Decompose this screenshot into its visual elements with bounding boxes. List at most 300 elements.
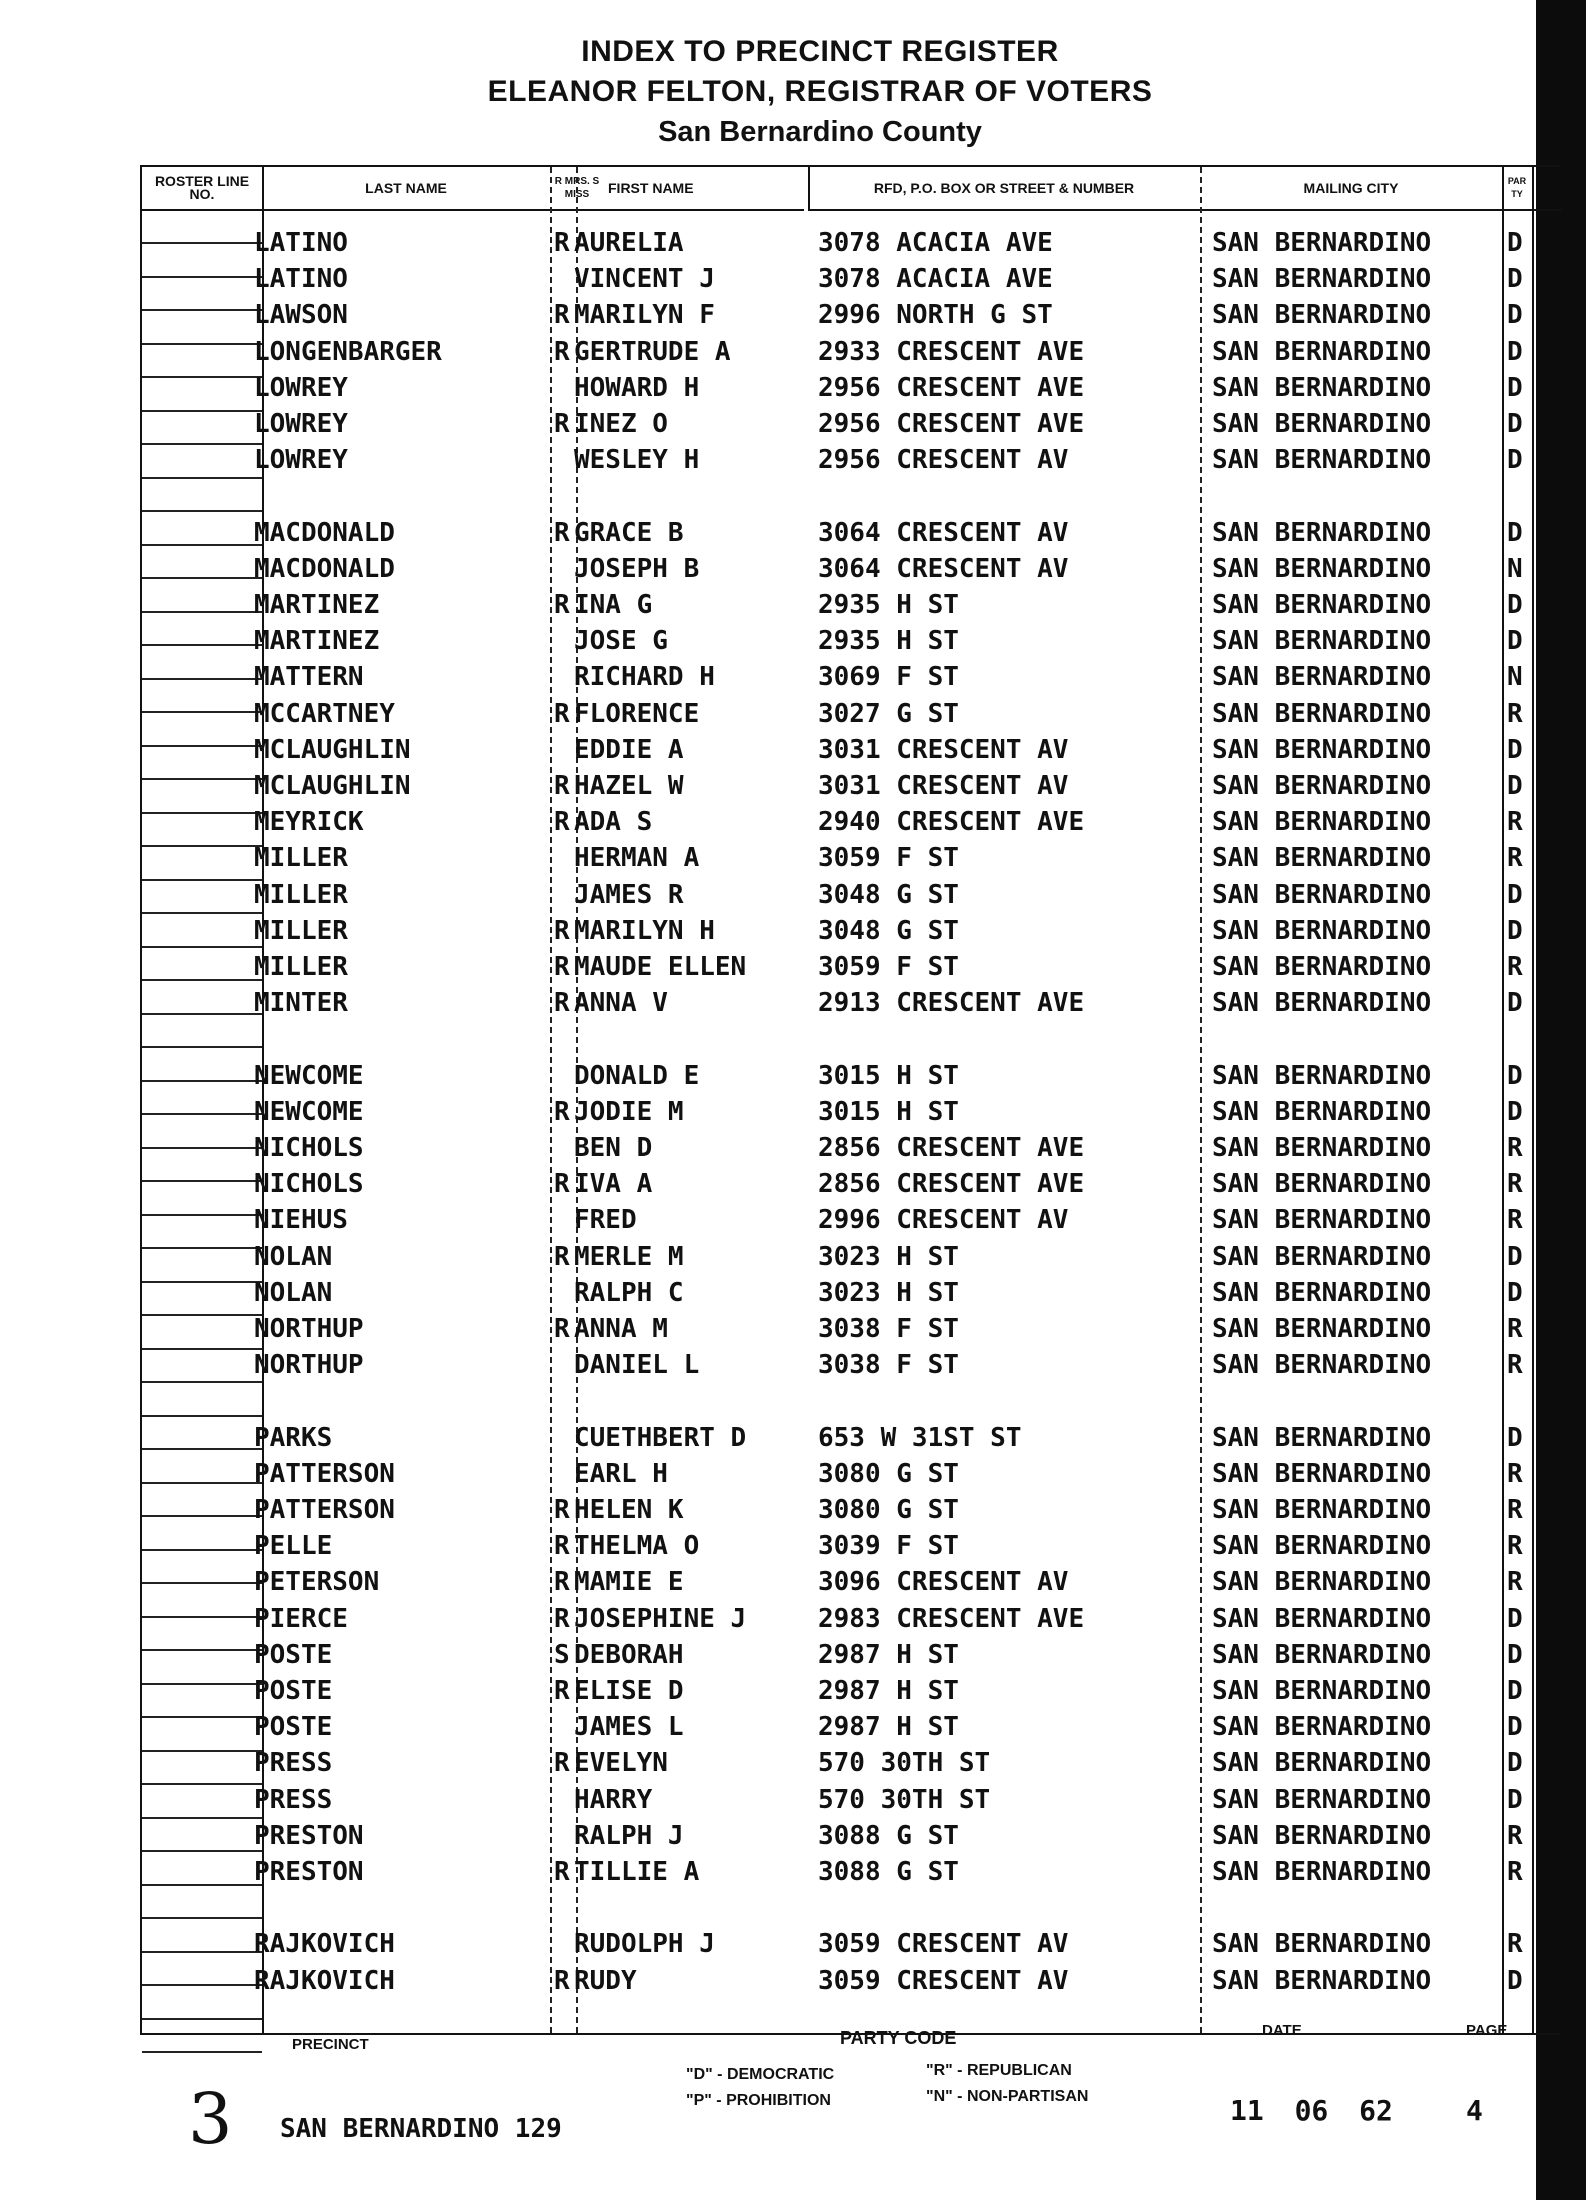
last-name: LAWSON	[254, 300, 348, 331]
mailing-city: SAN BERNARDINO	[1212, 1531, 1432, 1562]
party-code: D	[1507, 409, 1523, 439]
party-code: D	[1507, 1712, 1523, 1743]
title-code: R	[554, 771, 570, 801]
first-name: GRACE B	[574, 517, 684, 548]
last-name: MILLER	[254, 952, 348, 982]
first-name: VINCENT J	[574, 264, 715, 295]
title-code: R	[554, 1748, 570, 1779]
table-row	[142, 1456, 1562, 1492]
first-name: FRED	[574, 1205, 637, 1236]
party-code: R	[1507, 1567, 1523, 1598]
table-row	[142, 1311, 1562, 1347]
table-row	[142, 1673, 1562, 1709]
first-name: JAMES L	[574, 1712, 684, 1743]
table-row	[142, 1094, 1562, 1130]
last-name: PRESS	[254, 1784, 333, 1815]
first-name: DONALD E	[574, 1060, 700, 1091]
mailing-city: SAN BERNARDINO	[1212, 1748, 1432, 1779]
address: 3015 H ST	[818, 1096, 959, 1127]
table-row	[142, 551, 1562, 587]
mailing-city: SAN BERNARDINO	[1212, 915, 1432, 946]
table-row	[142, 1528, 1562, 1564]
mailing-city: SAN BERNARDINO	[1212, 988, 1432, 1019]
page-header	[0, 32, 1586, 152]
title-code: R	[554, 1096, 570, 1127]
last-name: PRESTON	[254, 1857, 364, 1887]
title-code: R	[554, 988, 570, 1019]
party-code: R	[1507, 1531, 1523, 1562]
page-title: INDEX TO PRECINCT REGISTER	[581, 35, 1059, 68]
party-code: D	[1507, 300, 1523, 331]
address: 2913 CRESCENT AVE	[818, 988, 1085, 1019]
last-name: PELLE	[254, 1531, 333, 1562]
header-first-name: FIRST NAME	[604, 167, 804, 211]
title-code: R	[554, 1169, 570, 1200]
first-name: BEN D	[574, 1133, 653, 1163]
address: 3088 G ST	[818, 1820, 959, 1851]
party-code: D	[1507, 1639, 1523, 1670]
table-row	[142, 1058, 1562, 1094]
address: 2956 CRESCENT AV	[818, 445, 1069, 476]
table-row	[142, 1890, 1562, 1926]
table-row	[142, 1130, 1562, 1166]
last-name: MARTINEZ	[254, 626, 380, 657]
date-value: 11 06 62	[1230, 2094, 1393, 2127]
party-code: R	[1507, 1495, 1523, 1525]
last-name: POSTE	[254, 1712, 333, 1743]
title-code: R	[554, 1965, 570, 1996]
mailing-city: SAN BERNARDINO	[1212, 1314, 1432, 1344]
title-code: R	[554, 1241, 570, 1272]
address: 3059 CRESCENT AV	[818, 1929, 1069, 1960]
mailing-city: SAN BERNARDINO	[1212, 1422, 1432, 1453]
party-code: D	[1507, 1784, 1523, 1815]
party-code: R	[1507, 1458, 1523, 1489]
mailing-city: SAN BERNARDINO	[1212, 734, 1432, 765]
address: 2933 CRESCENT AVE	[818, 336, 1085, 367]
address: 3064 CRESCENT AV	[818, 517, 1069, 548]
address: 2856 CRESCENT AVE	[818, 1133, 1085, 1163]
address: 3080 G ST	[818, 1458, 959, 1489]
first-name: HOWARD H	[574, 372, 700, 403]
mailing-city: SAN BERNARDINO	[1212, 1205, 1432, 1236]
address: 2956 CRESCENT AVE	[818, 372, 1085, 403]
registrar-line: ELEANOR FELTON, REGISTRAR OF VOTERS	[487, 75, 1153, 108]
precinct-number: 3	[188, 2078, 233, 2160]
table-row	[142, 1782, 1562, 1818]
party-code: D	[1507, 626, 1523, 657]
address: 3059 F ST	[818, 843, 959, 874]
party-code: D	[1507, 1965, 1523, 1996]
last-name: MILLER	[254, 843, 348, 874]
table-row	[142, 225, 1562, 261]
title-code: R	[554, 409, 570, 439]
mailing-city: SAN BERNARDINO	[1212, 1060, 1432, 1091]
mailing-city: SAN BERNARDINO	[1212, 1350, 1432, 1381]
party-code: D	[1507, 1422, 1523, 1453]
address: 2983 CRESCENT AVE	[818, 1603, 1085, 1634]
code-democratic: "D" - DEMOCRATIC	[686, 2066, 835, 2083]
last-name: NEWCOME	[254, 1060, 364, 1091]
last-name: MILLER	[254, 915, 348, 946]
table-row	[142, 985, 1562, 1021]
title-code: R	[554, 336, 570, 367]
address: 2996 NORTH G ST	[818, 300, 1053, 331]
last-name: LOWREY	[254, 372, 348, 403]
last-name: LATINO	[254, 264, 348, 295]
header-address: RFD, P.O. BOX OR STREET & NUMBER	[808, 167, 1200, 211]
last-name: MATTERN	[254, 662, 364, 693]
first-name: INA G	[574, 590, 653, 620]
mailing-city: SAN BERNARDINO	[1212, 807, 1432, 838]
mailing-city: SAN BERNARDINO	[1212, 771, 1432, 801]
first-name: DANIEL L	[574, 1350, 700, 1381]
first-name: ADA S	[574, 807, 653, 838]
header-spacer	[1532, 167, 1562, 211]
first-name: EDDIE A	[574, 734, 684, 765]
table-row	[142, 515, 1562, 551]
first-name: HARRY	[574, 1784, 653, 1815]
mailing-city: SAN BERNARDINO	[1212, 1277, 1432, 1308]
last-name: NOLAN	[254, 1241, 333, 1272]
page-label: PAGE	[1466, 2022, 1508, 2039]
table-row	[142, 1963, 1562, 1999]
party-code: D	[1507, 734, 1523, 765]
party-code: D	[1507, 879, 1523, 910]
last-name: MACDONALD	[254, 553, 395, 584]
first-name: MERLE M	[574, 1241, 684, 1272]
first-name: GERTRUDE A	[574, 336, 731, 367]
party-code: D	[1507, 264, 1523, 295]
mailing-city: SAN BERNARDINO	[1212, 698, 1432, 729]
last-name: RAJKOVICH	[254, 1929, 395, 1960]
last-name: MCLAUGHLIN	[254, 771, 411, 801]
mailing-city: SAN BERNARDINO	[1212, 590, 1432, 620]
table-row	[142, 840, 1562, 876]
mailing-city: SAN BERNARDINO	[1212, 264, 1432, 295]
precinct-name: SAN BERNARDINO 129	[280, 2114, 562, 2144]
table-row	[142, 406, 1562, 442]
address: 3078 ACACIA AVE	[818, 228, 1053, 258]
table-row	[142, 442, 1562, 478]
mailing-city: SAN BERNARDINO	[1212, 952, 1432, 982]
header-last-name: LAST NAME	[262, 167, 550, 211]
party-code: D	[1507, 372, 1523, 403]
last-name: LONGENBARGER	[254, 336, 442, 367]
mailing-city: SAN BERNARDINO	[1212, 1567, 1432, 1598]
table-row	[142, 1564, 1562, 1600]
last-name: POSTE	[254, 1639, 333, 1670]
title-code: R	[554, 228, 570, 258]
first-name: JOSEPH B	[574, 553, 700, 584]
party-code: R	[1507, 1857, 1523, 1887]
table-row	[142, 623, 1562, 659]
table-row	[142, 1383, 1562, 1419]
last-name: PRESS	[254, 1748, 333, 1779]
mailing-city: SAN BERNARDINO	[1212, 372, 1432, 403]
mailing-city: SAN BERNARDINO	[1212, 879, 1432, 910]
party-code: R	[1507, 1205, 1523, 1236]
first-name: RUDOLPH J	[574, 1929, 715, 1960]
mailing-city: SAN BERNARDINO	[1212, 662, 1432, 693]
table-row	[142, 659, 1562, 695]
first-name: RALPH J	[574, 1820, 684, 1851]
first-name: JODIE M	[574, 1096, 684, 1127]
table-row	[142, 1420, 1562, 1456]
party-code: R	[1507, 1820, 1523, 1851]
first-name: RALPH C	[574, 1277, 684, 1308]
code-prohibition: "P" - PROHIBITION	[686, 2092, 831, 2109]
last-name: NORTHUP	[254, 1314, 364, 1344]
title-code: R	[554, 590, 570, 620]
party-code: D	[1507, 1277, 1523, 1308]
first-name: IVA A	[574, 1169, 653, 1200]
title-code: S	[554, 1639, 570, 1670]
last-name: MCLAUGHLIN	[254, 734, 411, 765]
page-value: 4	[1466, 2094, 1483, 2127]
last-name: NICHOLS	[254, 1133, 364, 1163]
first-name: ANNA M	[574, 1314, 668, 1344]
mailing-city: SAN BERNARDINO	[1212, 1929, 1432, 1960]
last-name: NEWCOME	[254, 1096, 364, 1127]
last-name: RAJKOVICH	[254, 1965, 395, 1996]
address: 570 30TH ST	[818, 1748, 991, 1779]
first-name: JOSE G	[574, 626, 668, 657]
mailing-city: SAN BERNARDINO	[1212, 445, 1432, 476]
address: 3048 G ST	[818, 915, 959, 946]
address: 3038 F ST	[818, 1314, 959, 1344]
table-row	[142, 1601, 1562, 1637]
last-name: MEYRICK	[254, 807, 364, 838]
address: 3059 F ST	[818, 952, 959, 982]
title-code: R	[554, 1531, 570, 1562]
mailing-city: SAN BERNARDINO	[1212, 553, 1432, 584]
title-code: R	[554, 300, 570, 331]
table-row	[142, 1637, 1562, 1673]
mailing-city: SAN BERNARDINO	[1212, 1712, 1432, 1743]
header-roster: ROSTER LINE NO.	[142, 167, 262, 211]
party-code: R	[1507, 1133, 1523, 1163]
table-row	[142, 297, 1562, 333]
party-code: R	[1507, 952, 1523, 982]
address: 3031 CRESCENT AV	[818, 734, 1069, 765]
date-label: DATE	[1262, 2022, 1302, 2039]
first-name: ANNA V	[574, 988, 668, 1019]
address: 2996 CRESCENT AV	[818, 1205, 1069, 1236]
mailing-city: SAN BERNARDINO	[1212, 1495, 1432, 1525]
address: 3088 G ST	[818, 1857, 959, 1887]
address: 3080 G ST	[818, 1495, 959, 1525]
last-name: PARKS	[254, 1422, 333, 1453]
table-row	[142, 1745, 1562, 1781]
table-row	[142, 334, 1562, 370]
last-name: LATINO	[254, 228, 348, 258]
party-code: D	[1507, 336, 1523, 367]
header-party: PAR TY	[1502, 167, 1532, 211]
address: 3023 H ST	[818, 1241, 959, 1272]
mailing-city: SAN BERNARDINO	[1212, 1857, 1432, 1887]
party-code: R	[1507, 698, 1523, 729]
mailing-city: SAN BERNARDINO	[1212, 1241, 1432, 1272]
first-name: MAMIE E	[574, 1567, 684, 1598]
party-code: D	[1507, 1676, 1523, 1706]
mailing-city: SAN BERNARDINO	[1212, 228, 1432, 258]
table-row	[142, 949, 1562, 985]
address: 2987 H ST	[818, 1676, 959, 1706]
address: 3039 F ST	[818, 1531, 959, 1562]
mailing-city: SAN BERNARDINO	[1212, 626, 1432, 657]
table-row	[142, 1818, 1562, 1854]
address: 3027 G ST	[818, 698, 959, 729]
title-code: R	[554, 698, 570, 729]
title-code: R	[554, 517, 570, 548]
party-code: D	[1507, 1748, 1523, 1779]
table-row	[142, 1347, 1562, 1383]
table-row	[142, 261, 1562, 297]
party-code: R	[1507, 843, 1523, 874]
first-name: ELISE D	[574, 1676, 684, 1706]
party-code: D	[1507, 590, 1523, 620]
first-name: TILLIE A	[574, 1857, 700, 1887]
header-city: MAILING CITY	[1200, 167, 1502, 211]
first-name: MAUDE ELLEN	[574, 952, 747, 982]
party-code: D	[1507, 915, 1523, 946]
address: 2935 H ST	[818, 626, 959, 657]
table-row	[142, 1202, 1562, 1238]
mailing-city: SAN BERNARDINO	[1212, 1965, 1432, 1996]
table-row	[142, 1926, 1562, 1962]
title-code: R	[554, 1676, 570, 1706]
first-name: AURELIA	[574, 228, 684, 258]
table-row	[142, 1239, 1562, 1275]
party-code: D	[1507, 988, 1523, 1019]
party-code: D	[1507, 1096, 1523, 1127]
mailing-city: SAN BERNARDINO	[1212, 409, 1432, 439]
last-name: LOWREY	[254, 445, 348, 476]
last-name: PATTERSON	[254, 1458, 395, 1489]
address: 3038 F ST	[818, 1350, 959, 1381]
address: 3078 ACACIA AVE	[818, 264, 1053, 295]
table-row	[142, 478, 1562, 514]
address: 3096 CRESCENT AV	[818, 1567, 1069, 1598]
last-name: NOLAN	[254, 1277, 333, 1308]
first-name: FLORENCE	[574, 698, 700, 729]
first-name: JOSEPHINE J	[574, 1603, 747, 1634]
table-row	[142, 587, 1562, 623]
code-non-partisan: "N" - NON-PARTISAN	[926, 2088, 1089, 2105]
title-code: R	[554, 1567, 570, 1598]
address: 3069 F ST	[818, 662, 959, 693]
mailing-city: SAN BERNARDINO	[1212, 336, 1432, 367]
first-name: RUDY	[574, 1965, 637, 1996]
precinct-label: PRECINCT	[292, 2036, 369, 2053]
first-name: HERMAN A	[574, 843, 700, 874]
party-code: R	[1507, 1350, 1523, 1381]
table-row	[142, 1275, 1562, 1311]
first-name: RICHARD H	[574, 662, 715, 693]
address: 3048 G ST	[818, 879, 959, 910]
title-code: R	[554, 1495, 570, 1525]
table-row	[142, 732, 1562, 768]
last-name: PRESTON	[254, 1820, 364, 1851]
last-name: POSTE	[254, 1676, 333, 1706]
address: 3059 CRESCENT AV	[818, 1965, 1069, 1996]
party-code: N	[1507, 662, 1523, 693]
mailing-city: SAN BERNARDINO	[1212, 1169, 1432, 1200]
party-code: R	[1507, 1929, 1523, 1960]
table-row	[142, 913, 1562, 949]
party-code: R	[1507, 807, 1523, 838]
last-name: MINTER	[254, 988, 348, 1019]
party-code: D	[1507, 445, 1523, 476]
last-name: MCCARTNEY	[254, 698, 395, 729]
party-code: R	[1507, 1314, 1523, 1344]
title-code: R	[554, 1857, 570, 1887]
first-name: HELEN K	[574, 1495, 684, 1525]
title-code: R	[554, 952, 570, 982]
title-code: R	[554, 1603, 570, 1634]
party-code: D	[1507, 771, 1523, 801]
address: 3015 H ST	[818, 1060, 959, 1091]
party-code: D	[1507, 517, 1523, 548]
mailing-city: SAN BERNARDINO	[1212, 1639, 1432, 1670]
address: 3023 H ST	[818, 1277, 959, 1308]
mailing-city: SAN BERNARDINO	[1212, 1820, 1432, 1851]
first-name: EARL H	[574, 1458, 668, 1489]
mailing-city: SAN BERNARDINO	[1212, 843, 1432, 874]
first-name: MARILYN H	[574, 915, 715, 946]
table-row	[142, 804, 1562, 840]
party-code: D	[1507, 228, 1523, 258]
last-name: PETERSON	[254, 1567, 380, 1598]
party-code: D	[1507, 1241, 1523, 1272]
mailing-city: SAN BERNARDINO	[1212, 300, 1432, 331]
address: 570 30TH ST	[818, 1784, 991, 1815]
first-name: JAMES R	[574, 879, 684, 910]
last-name: NICHOLS	[254, 1169, 364, 1200]
address: 3031 CRESCENT AV	[818, 771, 1069, 801]
address: 2935 H ST	[818, 590, 959, 620]
table-row	[142, 696, 1562, 732]
last-name: NIEHUS	[254, 1205, 348, 1236]
mailing-city: SAN BERNARDINO	[1212, 1096, 1432, 1127]
table-row	[142, 1166, 1562, 1202]
table-row	[142, 1492, 1562, 1528]
party-code: D	[1507, 1603, 1523, 1634]
first-name: MARILYN F	[574, 300, 715, 331]
first-name: THELMA O	[574, 1531, 700, 1562]
party-code: R	[1507, 1169, 1523, 1200]
last-name: NORTHUP	[254, 1350, 364, 1381]
last-name: MACDONALD	[254, 517, 395, 548]
last-name: PIERCE	[254, 1603, 348, 1634]
last-name: MARTINEZ	[254, 590, 380, 620]
code-republican: "R" - REPUBLICAN	[926, 2062, 1072, 2079]
first-name: EVELYN	[574, 1748, 668, 1779]
title-code: R	[554, 1314, 570, 1344]
last-name: LOWREY	[254, 409, 348, 439]
mailing-city: SAN BERNARDINO	[1212, 1133, 1432, 1163]
address: 2856 CRESCENT AVE	[818, 1169, 1085, 1200]
title-code: R	[554, 807, 570, 838]
table-row	[142, 877, 1562, 913]
table-row	[142, 768, 1562, 804]
register-table	[140, 165, 1560, 2035]
first-name: HAZEL W	[574, 771, 684, 801]
header-title: R MRS. S MISS	[550, 167, 604, 211]
first-name: DEBORAH	[574, 1639, 684, 1670]
last-name: PATTERSON	[254, 1495, 395, 1525]
